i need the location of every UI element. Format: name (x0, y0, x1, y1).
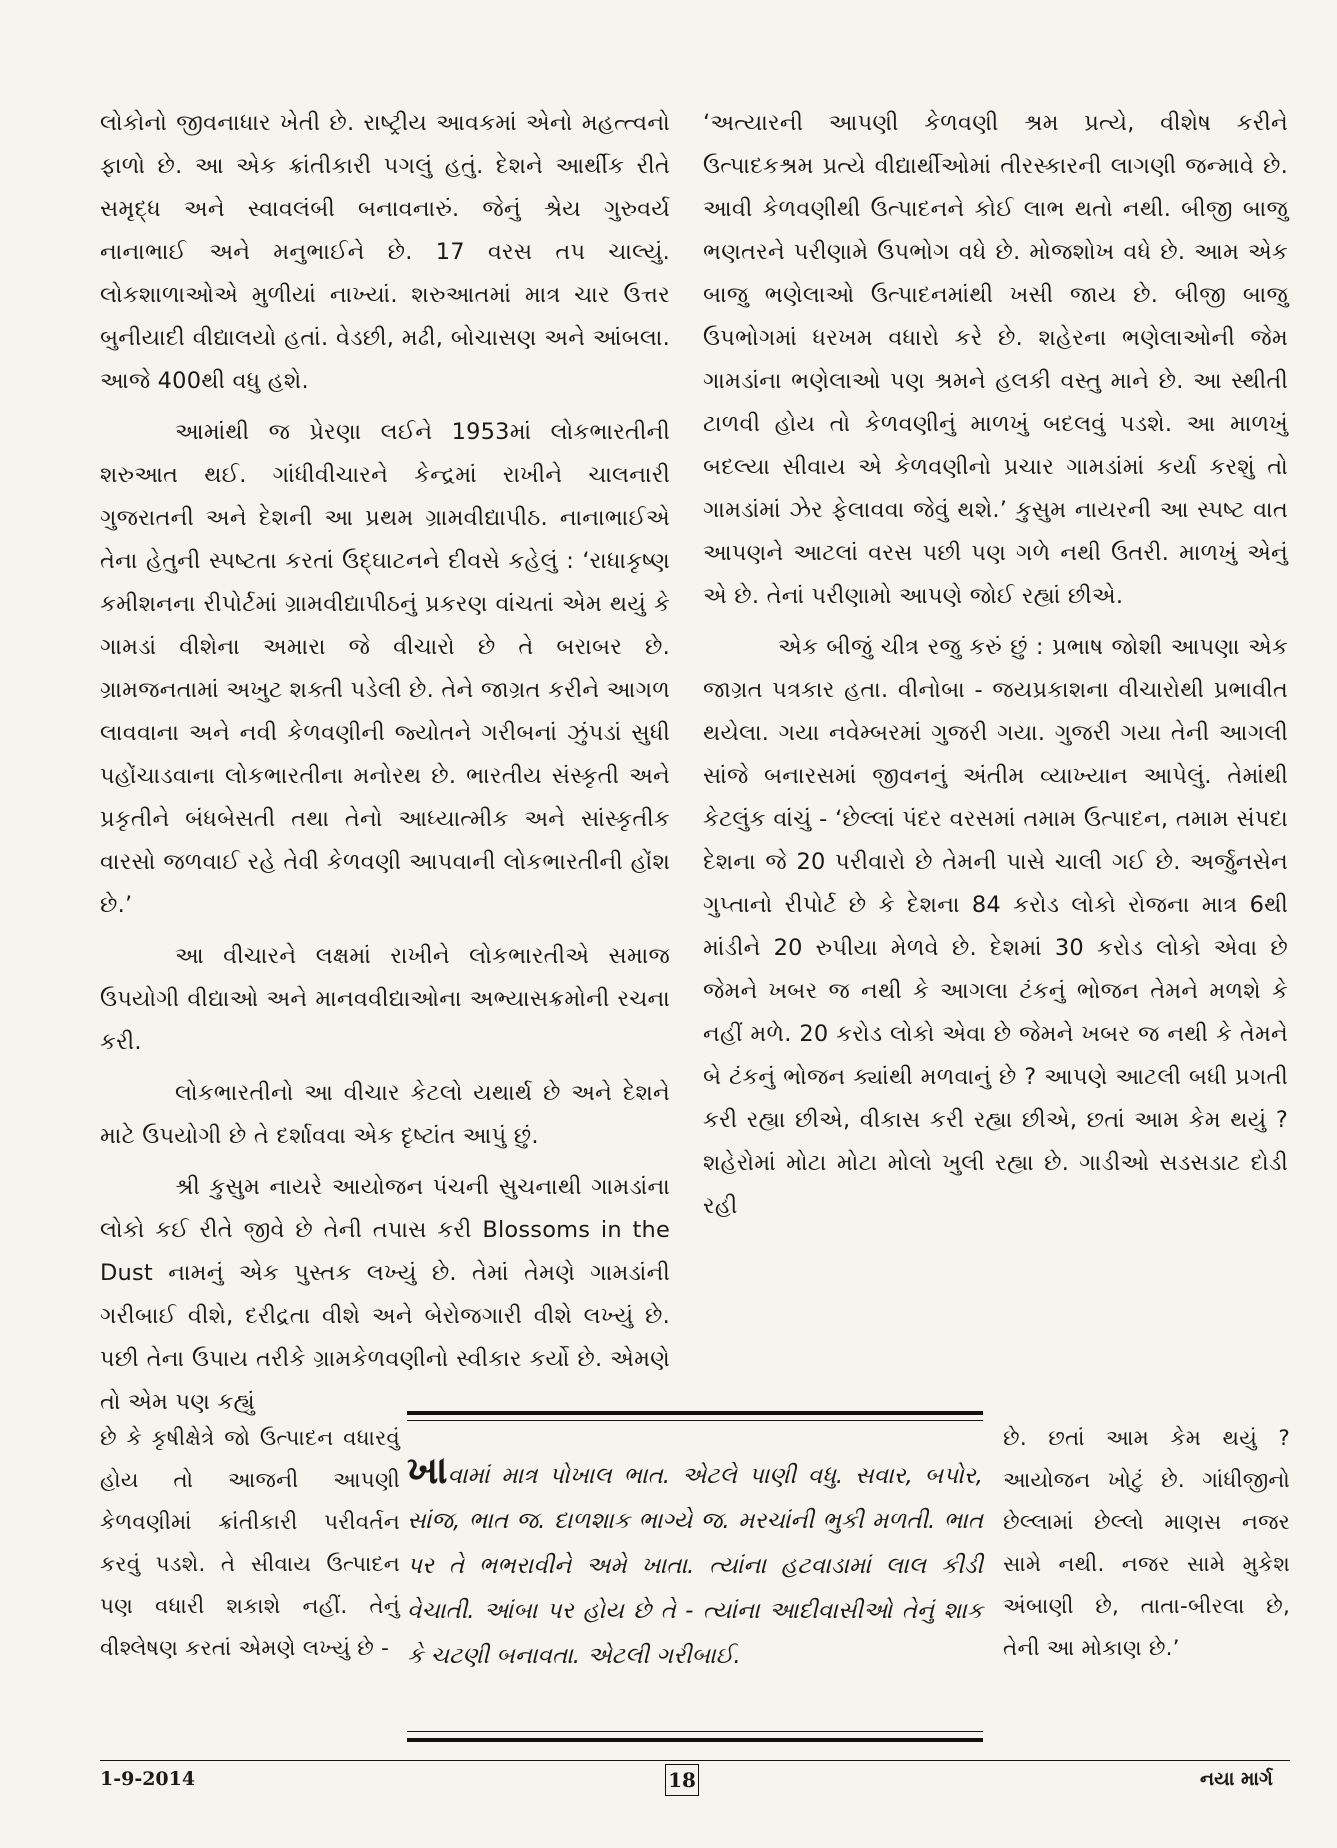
paragraph: આમાંથી જ પ્રેરણા લઈને 1953માં લોકભારતીની શરુઆત થઈ. ગાંધીવીચારને કેન્દ્રમાં રાખીને ચાલનારી ગુજરાતની અને દેશની આ પ્રથમ ગ્રામવીદ્યાપીઠ. નાનાભાઈએ તેના હેતુની સ્પષ્ટતા કરતાં ઉદ્ઘાટનને દીવસે કહેલું : ‘રાધાકૃષ્ણ કમીશનના રીપોર્ટમાં ગ્રામવીદ્યાપીઠનું પ્રકરણ વાંચતાં એમ થયું કે ગામડાં વીશેના અમારા જે વીચારો છે તે બરાબર છે. ગ્રામજનતામાં અખુટ શક્તી પડેલી છે. તેને જાગ્રત કરીને આગળ લાવવાના અને નવી કેળવણીની જ્યોતને ગરીબનાં ઝુંપડાં સુધી પહોંચાડવાના લોકભારતીના મનોરથ છે. ભારતીય સંસ્કૃતી અને પ્રકૃતીને બંધબેસતી તથા તેનો આધ્યાત્મીક અને સાંસ્કૃતીક વારસો જળવાઈ રહે તેવી કેળવણી આપવાની લોકભારતીની હોંશ છે.’ (100, 419, 670, 918)
boxed-quote-text: વામાં માત્ર પોખાલ ભાત. એટલે પાણી વધુ. સવાર, બપોર, સાંજ, ભાત જ. દાળશાક ભાગ્યે જ. મરચાંની ભુકી મળતી. ભાત પર તે ભભરાવીને અમે ખાતા. ત્યાંના હટવાડામાં લાલ કીડી વેચાતી. આંબા પર હોય છે તે - ત્યાંના આદીવાસીઓ તેનું શાક કે ચટણી બનાવતા. એટલી ગરીબાઈ. (407, 1463, 983, 1669)
paragraph: એક બીજું ચીત્ર રજુ કરું છું : પ્રભાષ જોશી આપણા એક જાગ્રત પત્રકાર હતા. વીનોબા - જયપ્રકાશના વીચારોથી પ્રભાવીત થયેલા. ગયા નવેમ્બરમાં ગુજરી ગયા. ગુજરી ગયા તેની આગલી સાંજે બનારસમાં જીવનનું અંતીમ વ્યાખ્યાન આપેલું. તેમાંથી કેટલુંક વાંચું - ‘છેલ્લાં પંદર વરસમાં તમામ ઉત્પાદન, તમામ સંપદા દેશના જે 20 પરીવારો છે તેમની પાસે ચાલી ગઈ છે. અર્જુનસેન ગુપ્તાનો રીપોર્ટ છે કે દેશના 84 કરોડ લોકો રોજના માત્ર 6થી માંડીને 20 રુપીયા મેળવે છે. દેશમાં 30 કરોડ લોકો એવા છે જેમને ખબર જ નથી કે આગલા ટંકનું ભોજન તેમને મળશે કે નહીં મળે. 20 કરોડ લોકો એવા છે જેમને ખબર જ નથી કે તેમને બે ટંકનું ભોજન ક્યાંથી મળવાનું છે ? આપણે આટલી બધી પ્રગતી કરી રહ્યા છીએ, વીકાસ કરી રહ્યા છીએ, છતાં આમ કેમ થયું ? શહેરોમાં મોટા મોટા મોલો ખુલી રહ્યા છે. ગાડીઓ સડસડાટ દોડી રહી (703, 634, 1288, 1219)
lower-left-column (100, 1418, 400, 1678)
paragraph: ‘અત્યારની આપણી કેળવણી શ્રમ પ્રત્યે, વીશેષ કરીને ઉત્પાદકશ્રમ પ્રત્યે વીદ્યાર્થીઓમાં તીરસ્કારની લાગણી જન્માવે છે. આવી કેળવણીથી ઉત્પાદનને કોઈ લાભ થતો નથી. બીજી બાજુ ભણતરને પરીણામે ઉપભોગ વધે છે. મોજશોખ વધે છે. આમ એક બાજુ ભણેલાઓ ઉત્પાદનમાંથી ખસી જાય છે. બીજી બાજુ ઉપભોગમાં ધરખમ વધારો કરે છે. શહેરના ભણેલાઓની જેમ ગામડાંના ભણેલાઓ પણ શ્રમને હલકી વસ્તુ માને છે. આ સ્થીતી ટાળવી હોય તો કેળવણીનું માળખું બદલવું પડશે. આ માળખું બદલ્યા સીવાય એ કેળવણીનો પ્રચાર ગામડાંમાં કર્યા કરશું તો ગામડાંમાં ઝેર ફેલાવવા જેવું થશે.’ કુસુમ નાયરની આ સ્પષ્ટ વાત આપણને આટલાં વરસ પછી પણ ગળે નથી ઉતરી. માળખું એનું એ છે. તેનાં પરીણામો આપણે જોઈ રહ્યાં છીએ. (703, 110, 1288, 609)
paragraph: આ વીચારને લક્ષમાં રાખીને લોકભારતીએ સમાજ ઉપયોગી વીદ્યાઓ અને માનવવીદ્યાઓના અભ્યાસક્રમોની રચના કરી. (100, 943, 670, 1055)
paragraph: છે કે કૃષીક્ષેત્રે જો ઉત્પાદન વધારવું હોય તો આજની આપણી કેળવણીમાં ક્રાંતીકારી પરીવર્તન કરવું પડશે. તે સીવાય ઉત્પાદન પણ વધારી શકાશે નહીં. તેનું વીશ્લેષણ કરતાં એમણે લખ્યું છે - (100, 1426, 400, 1661)
box-bottom-rule (407, 1738, 983, 1742)
lower-right-column (1003, 1418, 1290, 1678)
paragraph: છે. છતાં આમ કેમ થયું ? આયોજન ખોટું છે. ગાંધીજીનો છેલ્લામાં છેલ્લો માણસ નજર સામે નથી. નજર સામે મુકેશ અંબાણી છે, તાતા-બીરલા છે, તેની આ મોકાણ છે.’ (1003, 1426, 1290, 1661)
page-number: 18 (665, 1764, 699, 1796)
box-top-rule (407, 1411, 983, 1415)
footer-rule (100, 1760, 1290, 1761)
right-column (703, 102, 1288, 1236)
paragraph: લોકોનો જીવનાધાર ખેતી છે. રાષ્ટ્રીય આવકમાં એનો મહત્ત્વનો ફાળો છે. આ એક ક્રાંતીકારી પગલું હતું. દેશને આર્થીક રીતે સમૃદ્ધ અને સ્વાવલંબી બનાવનારું. જેનું શ્રેય ગુરુવર્ય નાનાભાઈ અને મનુભાઈને છે. 17 વરસ તપ ચાલ્યું. લોકશાળાઓએ મુળીયાં નાખ્યાં. શરુઆતમાં માત્ર ચાર ઉત્તર બુનીયાદી વીદ્યાલયો હતાં. વેડછી, મઢી, બોચાસણ અને આંબલા. આજે 400થી વધુ હશે. (100, 110, 670, 394)
issue-date: 1-9-2014 (100, 1768, 196, 1790)
dropcap: ખા (407, 1448, 448, 1492)
paragraph: શ્રી કુસુમ નાયરે આયોજન પંચની સુચનાથી ગામડાંના લોકો કઈ રીતે જીવે છે તેની તપાસ કરી Blossoms in the Dust નામનું એક પુસ્તક લખ્યું છે. તેમાં તેમણે ગામડાંની ગરીબાઈ વીશે, દરીદ્રતા વીશે અને બેરોજગારી વીશે લખ્યું છે. પછી તેના ઉપાય તરીકે ગ્રામકેળવણીનો સ્વીકાર કર્યો છે. એમણે તો એમ પણ કહ્યું (100, 1174, 670, 1415)
boxed-quote (407, 1448, 983, 1679)
paragraph: લોકભારતીનો આ વીચાર કેટલો યથાર્થ છે અને દેશને માટે ઉપયોગી છે તે દર્શાવવા એક દૃષ્ટાંત આપું છું. (100, 1080, 670, 1149)
box-bottom-rule-thin (407, 1731, 983, 1732)
magazine-name: નયા માર્ગ (1200, 1768, 1273, 1790)
box-top-rule-thin (407, 1420, 983, 1421)
left-column (100, 102, 670, 1432)
